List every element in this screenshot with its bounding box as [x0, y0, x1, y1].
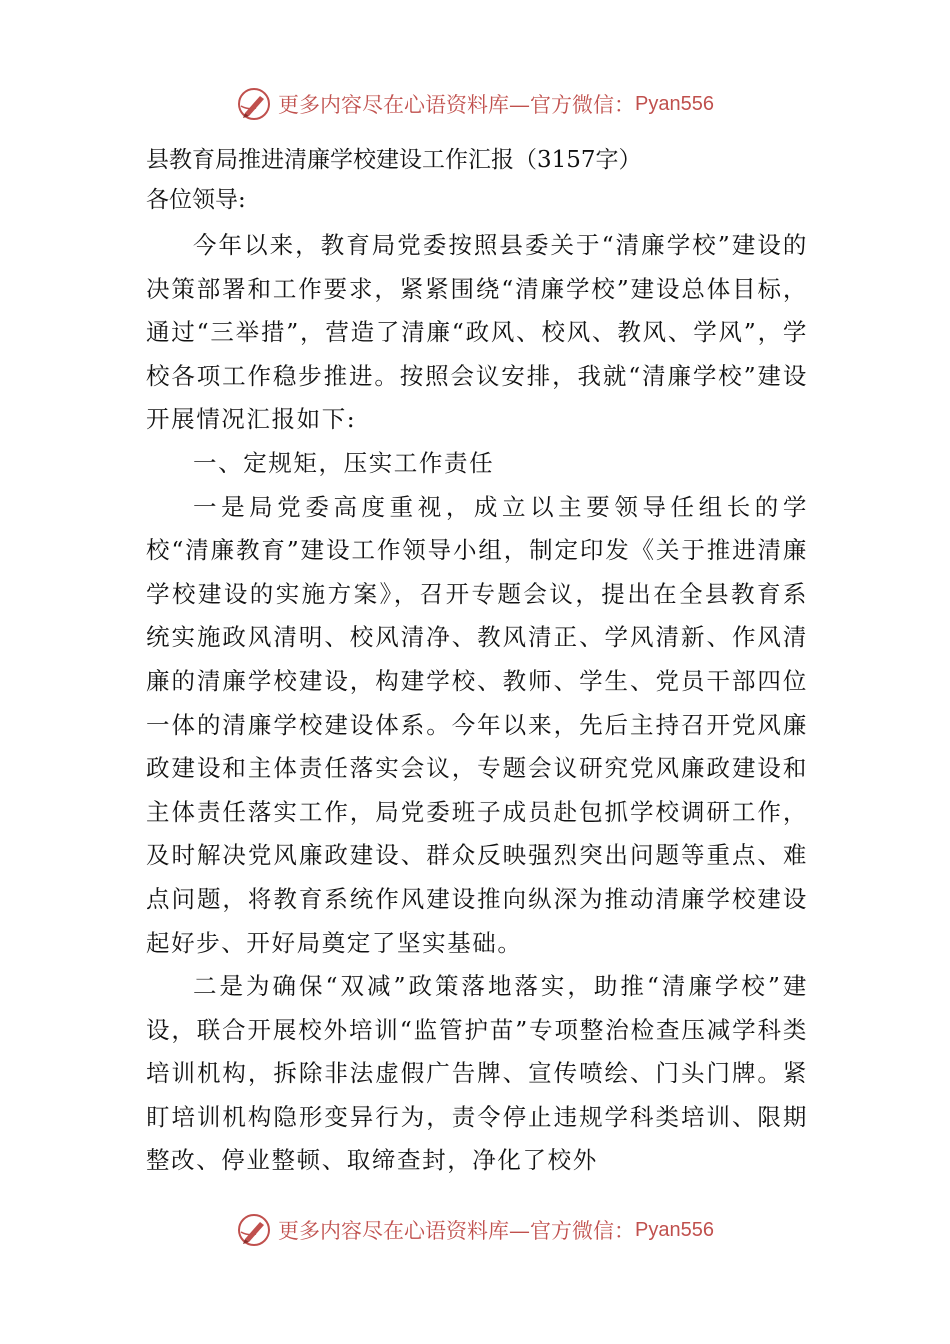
paragraph-point-2: 二是为确保“双减”政策落地落实，助推“清廉学校”建设，联合开展校外培训“监管护苗”专项整治检查压减学科类培训机构，拆除非法虚假广告牌、宣传喷绘、门头门牌。紧盯培训机构隐形变异行为，责令停止违规学科类培训、限期整改、停业整顿、取缔查封，净化了校外	[146, 972, 808, 1175]
banner-text: 更多内容尽在心语资料库—官方微信：	[278, 1219, 636, 1243]
greeting: 各位领导:	[146, 187, 246, 213]
pen-logo-icon	[236, 86, 272, 122]
paragraph-intro: 今年以来，教育局党委按照县委关于“清廉学校”建设的决策部署和工作要求，紧紧围绕“清廉学校”建设总体目标，通过“三举措”，营造了清廉“政风、校风、教风、学风”，学校各项工作稳步推进。按照会议安排，我就“清廉学校”建设开展情况汇报如下:	[146, 231, 808, 434]
paragraph-point-1: 一是局党委高度重视，成立以主要领导任组长的学校“清廉教育”建设工作领导小组，制定印发《关于推进清廉学校建设的实施方案》，召开专题会议，提出在全县教育系统实施政风清明、校风清净、教风清正、学风清新、作风清廉的清廉学校建设，构建学校、教师、学生、党员干部四位一体的清廉学校建设体系。今年以来，先后主持召开党风廉政建设和主体责任落实会议，专题会议研究党风廉政建设和主体责任落实工作，局党委班子成员赴包抓学校调研工作，及时解决党风廉政建设、群众反映强烈突出问题等重点、难点问题，将教育系统作风建设推向纵深为推动清廉学校建设起好步、开好局奠定了坚实基础。	[146, 492, 808, 957]
pen-logo-icon	[236, 1212, 272, 1248]
footer-watermark-banner	[0, 1210, 950, 1250]
banner-text: 更多内容尽在心语资料库—官方微信：	[278, 93, 636, 117]
header-watermark-banner	[0, 84, 950, 124]
banner-wechat-id: Pyan556	[635, 1218, 714, 1241]
banner-wechat-id: Pyan556	[635, 92, 714, 115]
section-heading-1: 一、定规矩，压实工作责任	[193, 448, 495, 477]
document-body	[146, 140, 808, 1183]
document-title: 县教育局推进清廉学校建设工作汇报（3157字）	[146, 147, 642, 173]
